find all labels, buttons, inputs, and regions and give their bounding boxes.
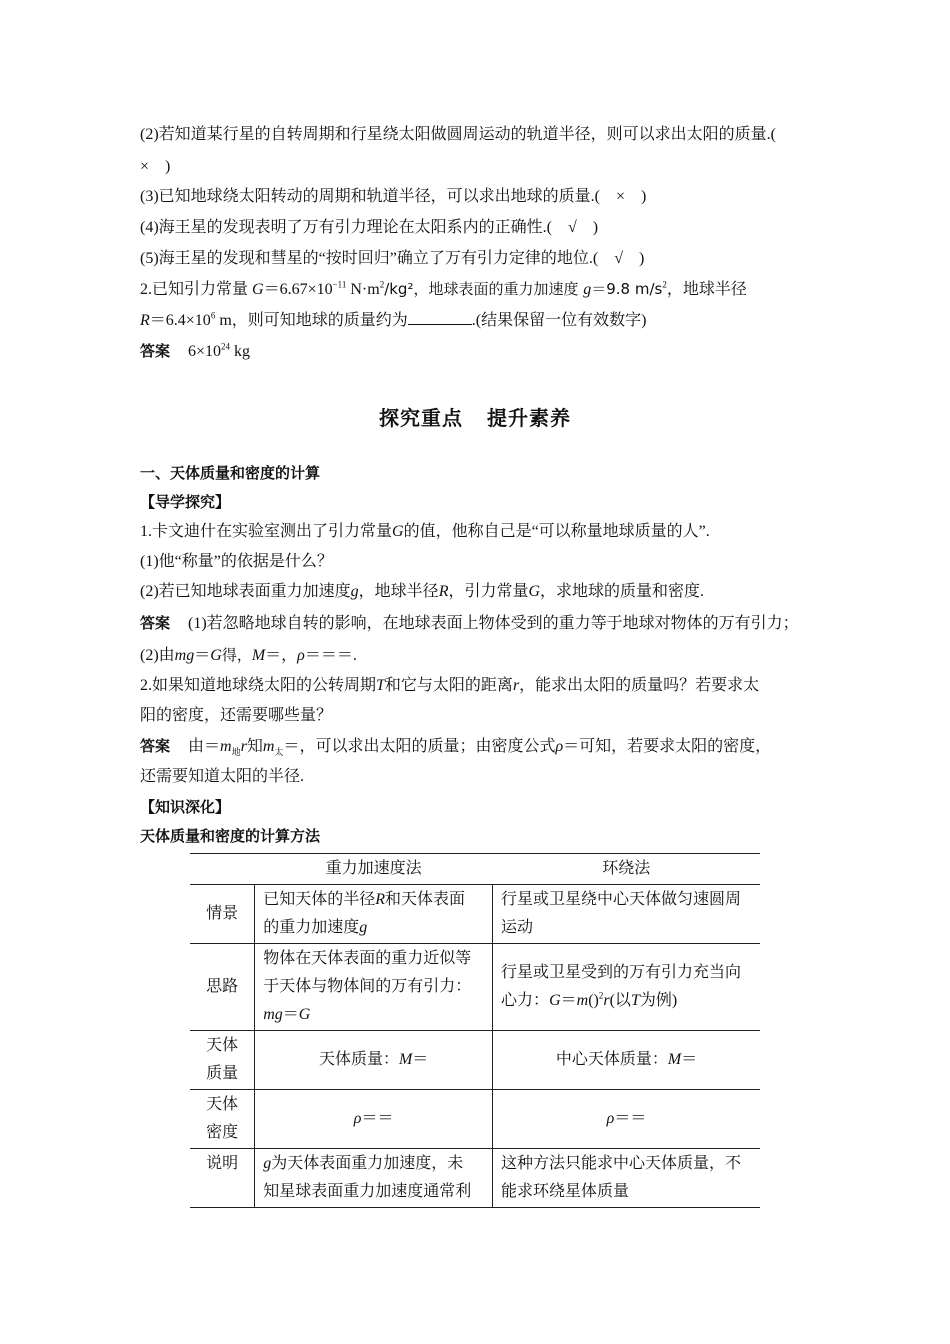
answer-1: 答案 $6\times 10^{24}$ kg	[140, 341, 251, 360]
cell-gravity-notes: g为天体表面重力加速度，未 知星球表面重力加速度通常利	[255, 1149, 493, 1208]
table-row	[190, 1149, 760, 1208]
judgement-item-2: (2)若知道某行星的自转周期和行星绕太阳做圆周运动的轨道半径，则可以求出太阳的质量.(	[140, 126, 776, 143]
judgement-item-4: (4)海王星的发现表明了万有引力理论在太阳系内的正确性.( √ )	[140, 219, 599, 236]
judgement-item-5: (5)海王星的发现和彗星的“按时回归”确立了万有引力定律的地位.( √ )	[140, 250, 645, 267]
answer-2-line-1: 答案 (1)若忽略地球自转的影响，在地球表面上物体受到的重力等于地球对物体的万有引力；	[140, 614, 799, 632]
table-header-gravity-method: 重力加速度法	[255, 854, 493, 885]
judgement-item-3: (3)已知地球绕太阳转动的周期和轨道半径，可以求出地球的质量.( × )	[140, 188, 647, 205]
table-header-empty	[190, 854, 255, 885]
table-row	[190, 885, 760, 944]
question-2-part1-cont: 阳的密度，还需要哪些量？	[140, 707, 333, 724]
row-label-mass: 天体 质量	[190, 1031, 255, 1090]
answer-2-line-2: (2)由mg＝G得，M＝，ρ＝＝＝.	[140, 646, 357, 664]
row-label-scenario: 情景	[190, 885, 255, 944]
table-row	[190, 944, 760, 1031]
cell-gravity-approach: 物体在天体表面的重力近似等 于天体与物体间的万有引力： mg＝G	[255, 944, 493, 1031]
guide-label: 【导学探究】	[140, 493, 231, 511]
row-label-density: 天体 密度	[190, 1090, 255, 1149]
answer-3-line-2: 还需要知道太阳的半径.	[140, 768, 305, 785]
method-table	[190, 853, 760, 1208]
part-1-title: 一、天体质量和密度的计算	[140, 464, 321, 482]
cell-orbit-approach: 行星或卫星受到的万有引力充当向 心力：G＝m()$^2$r(以T为例)	[493, 944, 760, 1031]
cell-orbit-notes: 这种方法只能求中心天体质量，不 能求环绕星体质量	[493, 1149, 760, 1208]
cell-orbit-mass: 中心天体质量：M＝	[493, 1031, 760, 1090]
table-header-orbit-method: 环绕法	[493, 854, 760, 885]
cell-orbit-scenario: 行星或卫星绕中心天体做匀速圆周 运动	[493, 885, 760, 944]
table-row	[190, 1090, 760, 1149]
deepen-label: 【知识深化】	[140, 798, 231, 816]
answer-3-line-1: 答案 由$=m_地r$知$m_太=$，可以求出太阳的质量；由密度公式ρ＝可知，若要求太阳的密度，	[140, 737, 772, 758]
question-2-part1: 2.如果知道地球绕太阳的公转周期T和它与太阳的距离r，能求出太阳的质量吗？若要求太	[140, 677, 760, 694]
question-2-line-1: 2.已知引力常量 $G=6.67\times 10^{-11}$ $N\cdot m^2$/kg²，地球表面的重力加速度 g＝9.8 $m/s^2$，地球半径	[140, 279, 747, 298]
cell-orbit-density: ρ＝＝	[493, 1090, 760, 1149]
table-header-row	[190, 854, 760, 885]
method-title: 天体质量和密度的计算方法	[140, 827, 321, 845]
question-2-line-2: $R=6.4\times 10^6$ m，则可知地球的质量约为 .(结果保留一位有效数字)	[140, 310, 647, 329]
cell-gravity-mass: 天体质量：M＝	[255, 1031, 493, 1090]
cell-gravity-density: ρ＝＝	[255, 1090, 493, 1149]
section-heading: 探究重点 提升素养	[379, 406, 571, 430]
question-1-1: (1)他“称量”的依据是什么？	[140, 553, 333, 570]
answer-blank	[408, 310, 472, 325]
question-1: 1.卡文迪什在实验室测出了引力常量G的值，他称自己是“可以称量地球质量的人”.	[140, 523, 710, 540]
row-label-notes: 说明	[190, 1149, 255, 1208]
judgement-item-2-answer: × )	[140, 158, 171, 175]
question-1-2: (2)若已知地球表面重力加速度g，地球半径R，引力常量G，求地球的质量和密度.	[140, 583, 705, 600]
cell-gravity-scenario: 已知天体的半径R和天体表面 的重力加速度g	[255, 885, 493, 944]
table-row	[190, 1031, 760, 1090]
row-label-approach: 思路	[190, 944, 255, 1031]
